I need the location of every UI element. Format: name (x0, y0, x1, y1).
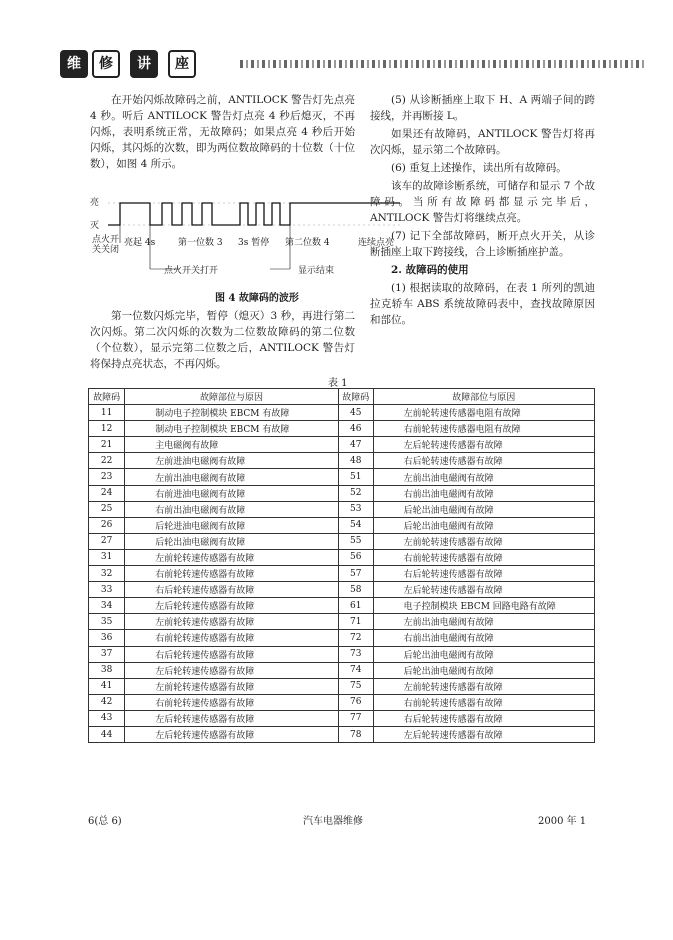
table-row (89, 726, 595, 742)
fault-description-cell: 右前出油电磁阀有故障 (125, 501, 339, 517)
fault-description-cell: 左后轮转速传感器有故障 (125, 598, 339, 614)
annotation-ignition-on: 点火开关打开 (164, 266, 219, 276)
annotation-keep-on: 连续点亮 (358, 238, 395, 248)
fault-code-cell: 57 (338, 566, 373, 582)
fault-code-cell: 37 (89, 646, 125, 662)
column-header: 故障码 (89, 389, 125, 405)
fault-description-cell: 左前轮转速传感器有故障 (125, 549, 339, 565)
fault-description-cell: 左前出油电磁阀有故障 (373, 614, 594, 630)
column-header: 故障码 (338, 389, 373, 405)
fault-description-cell: 右前轮转速传感器有故障 (125, 630, 339, 646)
paragraph: (7) 记下全部故障码，断开点火开关，从诊断插座上取下跨接线，合上诊断插座护盖。 (370, 230, 595, 258)
fault-code-cell: 51 (338, 469, 373, 485)
section-heading: 2. 故障码的使用 (391, 264, 469, 276)
fault-code-cell: 33 (89, 582, 125, 598)
annotation-display-end: 显示结束 (298, 266, 335, 276)
fault-code-cell: 27 (89, 533, 125, 549)
fault-code-cell: 74 (338, 662, 373, 678)
fault-description-cell: 左前轮转速传感器有故障 (125, 678, 339, 694)
fault-code-cell: 25 (89, 501, 125, 517)
header-badge: 维 (60, 50, 88, 78)
annotation-pause: 3s 暂停 (238, 238, 270, 248)
table-row (89, 485, 595, 501)
column-header: 故障部位与原因 (373, 389, 594, 405)
fault-description-cell: 右前出油电磁阀有故障 (373, 630, 594, 646)
paragraph: 第一位数闪烁完毕，暂停（熄灭）3 秒，再进行第二次闪烁。第二次闪烁的次数为二位数故障码的第二位数（个位数），显示完第二位数之后，ANTILOCK 警告灯将保持点亮状态，不再闪烁。 (90, 310, 355, 370)
fault-code-cell: 71 (338, 614, 373, 630)
fault-code-cell: 24 (89, 485, 125, 501)
fault-code-cell: 47 (338, 437, 373, 453)
fault-description-cell: 左后轮转速传感器有故障 (373, 437, 594, 453)
fault-code-cell: 22 (89, 453, 125, 469)
fault-code-cell: 78 (338, 726, 373, 742)
paragraph: 在开始闪烁故障码之前，ANTILOCK 警告灯先点亮 4 秒。听后 ANTILOCK 警告灯点亮 4 秒后熄灭，不再闪烁，表明系统正常，无故障码；如果点亮 4 秒后开始闪烁，其闪烁的次数，即为两位数故障码的十位数（十位数），如图 4 所示。 (90, 94, 355, 170)
fault-description-cell: 后轮进油电磁阀有故障 (125, 517, 339, 533)
fault-code-cell: 77 (338, 710, 373, 726)
table-row (89, 453, 595, 469)
fault-description-cell: 制动电子控制模块 EBCM 有故障 (125, 421, 339, 437)
table-body (89, 405, 595, 743)
fault-description-cell: 右前出油电磁阀有故障 (373, 485, 594, 501)
table-row (89, 549, 595, 565)
fault-description-cell: 左前出油电磁阀有故障 (125, 469, 339, 485)
fault-code-cell: 41 (89, 678, 125, 694)
left-column-bottom (90, 308, 355, 374)
fault-code-cell: 21 (89, 437, 125, 453)
fault-description-cell: 左前进油电磁阀有故障 (125, 453, 339, 469)
fault-description-cell: 右前轮转速传感器有故障 (125, 694, 339, 710)
fault-code-cell: 76 (338, 694, 373, 710)
fault-description-cell: 后轮出油电磁阀有故障 (373, 501, 594, 517)
header-decoration (240, 60, 645, 68)
fault-code-cell: 11 (89, 405, 125, 421)
table-row (89, 437, 595, 453)
table-row (89, 678, 595, 694)
fault-description-cell: 右前进油电磁阀有故障 (125, 485, 339, 501)
fault-code-cell: 31 (89, 549, 125, 565)
fault-code-cell: 53 (338, 501, 373, 517)
fault-code-cell: 12 (89, 421, 125, 437)
table-row (89, 533, 595, 549)
paragraph: 该车的故障诊断系统，可储存和显示 7 个故障码。当所有故障码都显示完毕后，ANTILOCK 警告灯将继续点亮。 (370, 180, 595, 224)
fault-description-cell: 后轮出油电磁阀有故障 (373, 517, 594, 533)
fault-code-cell: 46 (338, 421, 373, 437)
header-badge: 座 (168, 50, 196, 78)
left-column-top (90, 92, 355, 174)
table-row (89, 710, 595, 726)
figure-caption: 图 4 故障码的波形 (215, 293, 299, 304)
table-row (89, 598, 595, 614)
annotation-digit-1: 第一位数 3 (178, 238, 223, 248)
fault-description-cell: 电子控制模块 EBCM 回路电路有故障 (373, 598, 594, 614)
fault-description-cell: 主电磁阀有故障 (125, 437, 339, 453)
fault-description-cell: 左后轮转速传感器有故障 (125, 710, 339, 726)
page-header (60, 40, 650, 86)
fault-description-cell: 左后轮转速传感器有故障 (125, 726, 339, 742)
fault-description-cell: 制动电子控制模块 EBCM 有故障 (125, 405, 339, 421)
table-row (89, 469, 595, 485)
table-row (89, 421, 595, 437)
fault-code-cell: 43 (89, 710, 125, 726)
table-header-row (89, 389, 595, 405)
fault-description-cell: 右前轮转速传感器电阻有故障 (373, 421, 594, 437)
header-badge: 修 (92, 50, 120, 78)
fault-description-cell: 右前轮转速传感器有故障 (373, 549, 594, 565)
paragraph: (1) 根据读取的故障码，在表 1 所列的凯迪拉克轿车 ABS 系统故障码表中，查找故障原因和部位。 (370, 282, 595, 326)
fault-code-cell: 75 (338, 678, 373, 694)
fault-description-cell: 左前出油电磁阀有故障 (373, 469, 594, 485)
table-row (89, 646, 595, 662)
fault-code-cell: 26 (89, 517, 125, 533)
fault-description-cell: 右后轮转速传感器有故障 (125, 582, 339, 598)
table-row (89, 614, 595, 630)
fault-code-cell: 38 (89, 662, 125, 678)
annotation-ignition-off: 点火开关关闭 (92, 235, 120, 255)
paragraph: (5) 从诊断插座上取下 H、A 两端子间的跨接线，并再断接 L。 (370, 94, 595, 122)
fault-code-table (88, 388, 595, 743)
fault-code-cell: 52 (338, 485, 373, 501)
fault-description-cell: 左前轮转速传感器有故障 (373, 678, 594, 694)
fault-description-cell: 右后轮转速传感器有故障 (373, 566, 594, 582)
fault-code-cell: 44 (89, 726, 125, 742)
column-header: 故障部位与原因 (125, 389, 339, 405)
fault-description-cell: 右前轮转速传感器有故障 (125, 566, 339, 582)
table-row (89, 662, 595, 678)
fault-code-cell: 54 (338, 517, 373, 533)
fault-description-cell: 右后轮转速传感器有故障 (125, 646, 339, 662)
fault-description-cell: 后轮出油电磁阀有故障 (373, 662, 594, 678)
waveform-figure (90, 185, 415, 305)
footer-page-number: 6(总 6) (88, 816, 122, 827)
paragraph: 如果还有故障码，ANTILOCK 警告灯将再次闪烁，显示第二个故障码。 (370, 128, 595, 156)
fault-code-cell: 72 (338, 630, 373, 646)
table-title: 表 1 (328, 378, 348, 389)
fault-description-cell: 左后轮转速传感器有故障 (373, 726, 594, 742)
fault-code-cell: 73 (338, 646, 373, 662)
table-row (89, 405, 595, 421)
header-badge: 讲 (130, 50, 158, 78)
fault-description-cell: 左后轮转速传感器有故障 (125, 662, 339, 678)
annotation-digit-2: 第二位数 4 (285, 238, 330, 248)
annotation-light-4s: 亮起 4s (124, 238, 156, 248)
fault-code-cell: 42 (89, 694, 125, 710)
label-on: 亮 (90, 198, 100, 208)
fault-code-cell: 23 (89, 469, 125, 485)
fault-code-cell: 35 (89, 614, 125, 630)
table-row (89, 630, 595, 646)
fault-description-cell: 左前轮转速传感器电阻有故障 (373, 405, 594, 421)
fault-description-cell: 后轮出油电磁阀有故障 (125, 533, 339, 549)
fault-code-cell: 55 (338, 533, 373, 549)
fault-code-cell: 58 (338, 582, 373, 598)
paragraph: (6) 重复上述操作，读出所有故障码。 (391, 162, 567, 174)
table-row (89, 501, 595, 517)
fault-description-cell: 后轮出油电磁阀有故障 (373, 646, 594, 662)
fault-description-cell: 左后轮转速传感器有故障 (373, 582, 594, 598)
table-row (89, 517, 595, 533)
footer-magazine-title: 汽车电器维修 (303, 816, 363, 827)
right-column (370, 92, 595, 330)
fault-code-cell: 45 (338, 405, 373, 421)
fault-code-cell: 36 (89, 630, 125, 646)
fault-code-cell: 32 (89, 566, 125, 582)
fault-code-cell: 56 (338, 549, 373, 565)
table-row (89, 566, 595, 582)
fault-code-cell: 48 (338, 453, 373, 469)
fault-description-cell: 右后轮转速传感器有故障 (373, 453, 594, 469)
fault-description-cell: 右前轮转速传感器有故障 (373, 694, 594, 710)
table-row (89, 694, 595, 710)
label-off: 灭 (90, 221, 100, 231)
footer-issue: 2000 年 1 (538, 816, 587, 827)
table-row (89, 582, 595, 598)
fault-description-cell: 右后轮转速传感器有故障 (373, 710, 594, 726)
fault-code-cell: 61 (338, 598, 373, 614)
fault-description-cell: 左前轮转速传感器有故障 (125, 614, 339, 630)
fault-code-cell: 34 (89, 598, 125, 614)
fault-description-cell: 左前轮转速传感器有故障 (373, 533, 594, 549)
